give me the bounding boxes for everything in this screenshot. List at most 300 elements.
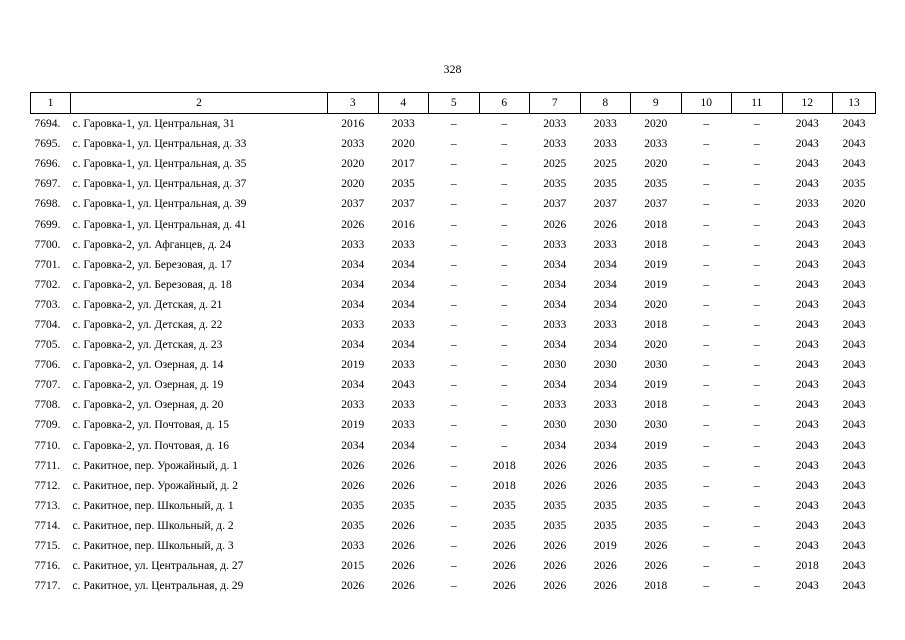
year-cell: 2043 — [842, 318, 866, 331]
table-row — [31, 576, 876, 596]
year-cell: 2026 — [644, 560, 668, 573]
row-number: 7710. — [34, 439, 61, 452]
row-number: 7698. — [34, 198, 61, 211]
year-cell: 2043 — [842, 258, 866, 271]
year-cell: 2043 — [795, 278, 819, 291]
row-number: 7712. — [34, 479, 61, 492]
year-cell: – — [501, 238, 508, 251]
year-cell: – — [450, 178, 457, 191]
year-cell: – — [703, 138, 710, 151]
year-cell: 2030 — [543, 419, 567, 432]
year-cell: 2043 — [842, 419, 866, 432]
year-cell: 2043 — [795, 298, 819, 311]
year-cell: 2019 — [341, 359, 365, 372]
year-cell: 2043 — [795, 158, 819, 171]
year-cell: – — [703, 580, 710, 593]
year-cell: 2018 — [492, 459, 516, 472]
year-cell: 2043 — [842, 138, 866, 151]
year-cell: 2018 — [644, 238, 668, 251]
year-cell: 2043 — [795, 318, 819, 331]
address-cell: с. Ракитное, пер. Школьный, д. 3 — [72, 540, 234, 553]
year-cell: 2033 — [593, 318, 617, 331]
address-cell: с. Гаровка-1, ул. Центральная, 31 — [72, 118, 235, 131]
year-cell: – — [703, 158, 710, 171]
year-cell: – — [753, 238, 760, 251]
address-cell: с. Ракитное, пер. Школьный, д. 1 — [72, 499, 234, 512]
year-cell: 2033 — [543, 238, 567, 251]
year-cell: – — [501, 178, 508, 191]
year-cell: 2035 — [341, 519, 365, 532]
year-cell: 2035 — [644, 459, 668, 472]
year-cell: 2016 — [341, 118, 365, 131]
year-cell: – — [753, 379, 760, 392]
year-cell: 2026 — [593, 479, 617, 492]
year-cell: 2034 — [543, 278, 567, 291]
year-cell: 2037 — [341, 198, 365, 211]
year-cell: – — [753, 138, 760, 151]
row-number: 7697. — [34, 178, 61, 191]
year-cell: – — [703, 178, 710, 191]
table-row — [31, 194, 876, 214]
row-number: 7706. — [34, 359, 61, 372]
year-cell: 2017 — [391, 158, 415, 171]
year-cell: 2035 — [644, 178, 668, 191]
year-cell: – — [501, 359, 508, 372]
year-cell: 2020 — [842, 198, 866, 211]
column-header-8: 8 — [580, 93, 631, 114]
year-cell: 2043 — [842, 298, 866, 311]
row-number: 7717. — [34, 580, 61, 593]
address-cell: с. Гаровка-1, ул. Центральная, д. 41 — [72, 218, 247, 231]
year-cell: – — [501, 439, 508, 452]
year-cell: 2026 — [341, 580, 365, 593]
year-cell: – — [703, 379, 710, 392]
year-cell: 2033 — [593, 118, 617, 131]
column-header-7: 7 — [530, 93, 581, 114]
year-cell: – — [703, 118, 710, 131]
table-row — [31, 536, 876, 556]
year-cell: 2034 — [391, 339, 415, 352]
year-cell: 2025 — [543, 158, 567, 171]
address-cell: с. Гаровка-2, ул. Детская, д. 22 — [72, 318, 223, 331]
year-cell: 2035 — [593, 519, 617, 532]
year-cell: 2033 — [391, 238, 415, 251]
year-cell: 2026 — [543, 479, 567, 492]
year-cell: 2035 — [593, 178, 617, 191]
year-cell: 2043 — [795, 580, 819, 593]
year-cell: 2019 — [644, 278, 668, 291]
year-cell: – — [753, 218, 760, 231]
year-cell: 2026 — [492, 560, 516, 573]
row-number: 7695. — [34, 138, 61, 151]
row-number: 7699. — [34, 218, 61, 231]
row-number: 7701. — [34, 258, 61, 271]
table-row — [31, 154, 876, 174]
year-cell: 2043 — [795, 499, 819, 512]
year-cell: 2043 — [795, 540, 819, 553]
year-cell: 2033 — [391, 399, 415, 412]
year-cell: – — [501, 258, 508, 271]
year-cell: 2033 — [391, 359, 415, 372]
year-cell: – — [753, 439, 760, 452]
year-cell: 2026 — [543, 459, 567, 472]
year-cell: – — [753, 118, 760, 131]
year-cell: 2034 — [391, 278, 415, 291]
year-cell: 2043 — [795, 439, 819, 452]
year-cell: 2043 — [842, 499, 866, 512]
address-cell: с. Ракитное, пер. Урожайный, д. 2 — [72, 479, 238, 492]
column-header-10: 10 — [681, 93, 732, 114]
address-cell: с. Гаровка-2, ул. Почтовая, д. 15 — [72, 419, 230, 432]
year-cell: – — [501, 118, 508, 131]
row-number: 7714. — [34, 519, 61, 532]
year-cell: 2043 — [391, 379, 415, 392]
year-cell: 2033 — [644, 138, 668, 151]
row-number: 7711. — [34, 459, 60, 472]
year-cell: – — [450, 258, 457, 271]
year-cell: – — [753, 540, 760, 553]
year-cell: – — [450, 479, 457, 492]
year-cell: 2030 — [543, 359, 567, 372]
year-cell: 2033 — [543, 118, 567, 131]
year-cell: 2020 — [644, 298, 668, 311]
year-cell: 2037 — [644, 198, 668, 211]
year-cell: 2026 — [341, 459, 365, 472]
row-number: 7703. — [34, 298, 61, 311]
row-number: 7704. — [34, 318, 61, 331]
year-cell: – — [703, 298, 710, 311]
column-header-11: 11 — [732, 93, 783, 114]
year-cell: – — [450, 379, 457, 392]
year-cell: – — [501, 399, 508, 412]
year-cell: – — [501, 339, 508, 352]
row-number: 7696. — [34, 158, 61, 171]
year-cell: 2033 — [341, 399, 365, 412]
year-cell: 2033 — [543, 318, 567, 331]
year-cell: – — [450, 298, 457, 311]
address-cell: с. Ракитное, пер. Урожайный, д. 1 — [72, 459, 238, 472]
year-cell: 2026 — [543, 560, 567, 573]
year-cell: 2043 — [795, 238, 819, 251]
year-cell: 2035 — [644, 479, 668, 492]
year-cell: – — [703, 198, 710, 211]
year-cell: 2026 — [593, 560, 617, 573]
year-cell: 2033 — [593, 138, 617, 151]
table-row — [31, 114, 876, 135]
year-cell: 2043 — [795, 479, 819, 492]
year-cell: 2043 — [842, 379, 866, 392]
year-cell: 2037 — [593, 198, 617, 211]
year-cell: 2034 — [593, 278, 617, 291]
year-cell: 2034 — [391, 439, 415, 452]
year-cell: 2034 — [593, 339, 617, 352]
year-cell: – — [501, 158, 508, 171]
column-header-3: 3 — [328, 93, 379, 114]
table-row — [31, 415, 876, 435]
year-cell: 2026 — [492, 540, 516, 553]
year-cell: – — [450, 580, 457, 593]
address-cell: с. Гаровка-2, ул. Березовая, д. 17 — [72, 258, 232, 271]
column-header-9: 9 — [631, 93, 682, 114]
year-cell: 2018 — [644, 580, 668, 593]
year-cell: 2034 — [543, 258, 567, 271]
year-cell: – — [501, 138, 508, 151]
year-cell: 2043 — [842, 560, 866, 573]
year-cell: – — [501, 318, 508, 331]
address-cell: с. Гаровка-1, ул. Центральная, д. 37 — [72, 178, 247, 191]
year-cell: 2043 — [795, 339, 819, 352]
year-cell: 2043 — [795, 419, 819, 432]
year-cell: – — [703, 318, 710, 331]
year-cell: – — [501, 198, 508, 211]
year-cell: – — [450, 459, 457, 472]
year-cell: 2019 — [644, 439, 668, 452]
year-cell: 2026 — [391, 519, 415, 532]
table-row — [31, 134, 876, 154]
year-cell: 2043 — [842, 278, 866, 291]
year-cell: 2026 — [341, 479, 365, 492]
year-cell: 2018 — [492, 479, 516, 492]
row-number: 7707. — [34, 379, 61, 392]
year-cell: 2019 — [341, 419, 365, 432]
address-cell: с. Гаровка-2, ул. Детская, д. 23 — [72, 339, 223, 352]
table-header-row — [31, 93, 876, 114]
year-cell: – — [450, 439, 457, 452]
address-cell: с. Гаровка-2, ул. Березовая, д. 18 — [72, 278, 232, 291]
year-cell: – — [753, 278, 760, 291]
year-cell: 2034 — [593, 258, 617, 271]
year-cell: 2019 — [593, 540, 617, 553]
column-header-1: 1 — [31, 93, 71, 114]
year-cell: 2035 — [644, 499, 668, 512]
year-cell: – — [703, 519, 710, 532]
year-cell: 2016 — [391, 218, 415, 231]
column-header-12: 12 — [782, 93, 833, 114]
table-row — [31, 174, 876, 194]
year-cell: – — [703, 540, 710, 553]
year-cell: – — [501, 218, 508, 231]
year-cell: – — [703, 218, 710, 231]
year-cell: – — [703, 258, 710, 271]
year-cell: 2034 — [593, 379, 617, 392]
table-row — [31, 295, 876, 315]
year-cell: 2026 — [391, 580, 415, 593]
year-cell: 2018 — [644, 318, 668, 331]
column-header-6: 6 — [479, 93, 530, 114]
year-cell: 2035 — [842, 178, 866, 191]
year-cell: 2020 — [644, 158, 668, 171]
table-row — [31, 395, 876, 415]
year-cell: 2043 — [795, 258, 819, 271]
year-cell: – — [501, 278, 508, 291]
row-number: 7702. — [34, 278, 61, 291]
row-number: 7716. — [34, 560, 61, 573]
year-cell: – — [703, 459, 710, 472]
year-cell: – — [501, 298, 508, 311]
year-cell: – — [450, 399, 457, 412]
year-cell: – — [450, 318, 457, 331]
year-cell: 2034 — [341, 379, 365, 392]
table-row — [31, 456, 876, 476]
year-cell: 2043 — [795, 178, 819, 191]
year-cell: 2043 — [842, 519, 866, 532]
address-cell: с. Гаровка-2, ул. Озерная, д. 20 — [72, 399, 224, 412]
year-cell: 2043 — [795, 519, 819, 532]
year-cell: – — [703, 399, 710, 412]
year-cell: 2026 — [341, 218, 365, 231]
year-cell: 2034 — [341, 278, 365, 291]
year-cell: – — [703, 359, 710, 372]
table-row — [31, 214, 876, 234]
year-cell: – — [450, 339, 457, 352]
year-cell: 2035 — [492, 499, 516, 512]
year-cell: 2035 — [644, 519, 668, 532]
year-cell: 2033 — [341, 540, 365, 553]
year-cell: 2020 — [644, 118, 668, 131]
year-cell: 2033 — [543, 138, 567, 151]
year-cell: 2033 — [391, 419, 415, 432]
year-cell: – — [450, 158, 457, 171]
year-cell: 2037 — [543, 198, 567, 211]
year-cell: 2033 — [795, 198, 819, 211]
table-row — [31, 315, 876, 335]
year-cell: 2018 — [795, 560, 819, 573]
year-cell: 2043 — [842, 459, 866, 472]
year-cell: 2020 — [341, 178, 365, 191]
table-row — [31, 516, 876, 536]
year-cell: – — [450, 278, 457, 291]
address-cell: с. Гаровка-2, ул. Детская, д. 21 — [72, 298, 223, 311]
year-cell: 2018 — [644, 218, 668, 231]
table-row — [31, 556, 876, 576]
year-cell: 2035 — [543, 499, 567, 512]
row-number: 7715. — [34, 540, 61, 553]
year-cell: 2019 — [644, 379, 668, 392]
year-cell: – — [753, 519, 760, 532]
year-cell: 2043 — [842, 218, 866, 231]
year-cell: – — [753, 318, 760, 331]
year-cell: 2033 — [341, 318, 365, 331]
address-cell: с. Ракитное, ул. Центральная, д. 29 — [72, 580, 244, 593]
year-cell: – — [753, 459, 760, 472]
year-cell: 2033 — [341, 238, 365, 251]
year-cell: – — [753, 298, 760, 311]
year-cell: – — [703, 278, 710, 291]
year-cell: 2025 — [593, 158, 617, 171]
year-cell: – — [450, 560, 457, 573]
year-cell: 2035 — [341, 499, 365, 512]
year-cell: – — [450, 540, 457, 553]
year-cell: 2015 — [341, 560, 365, 573]
year-cell: – — [753, 339, 760, 352]
year-cell: 2035 — [593, 499, 617, 512]
table-row — [31, 496, 876, 516]
year-cell: 2034 — [543, 298, 567, 311]
year-cell: 2035 — [492, 519, 516, 532]
page-number: 328 — [443, 62, 462, 76]
year-cell: – — [703, 560, 710, 573]
year-cell: 2026 — [593, 218, 617, 231]
year-cell: 2026 — [391, 459, 415, 472]
year-cell: 2043 — [842, 540, 866, 553]
year-cell: – — [753, 359, 760, 372]
year-cell: 2018 — [644, 399, 668, 412]
year-cell: – — [753, 198, 760, 211]
year-cell: 2034 — [543, 379, 567, 392]
table-row — [31, 436, 876, 456]
year-cell: – — [450, 238, 457, 251]
column-header-5: 5 — [429, 93, 480, 114]
table-row — [31, 235, 876, 255]
year-cell: 2043 — [842, 238, 866, 251]
year-cell: – — [753, 560, 760, 573]
year-cell: 2026 — [543, 540, 567, 553]
year-cell: 2043 — [842, 339, 866, 352]
year-cell: 2026 — [644, 540, 668, 553]
year-cell: 2026 — [391, 560, 415, 573]
data-table — [30, 92, 876, 596]
year-cell: – — [450, 359, 457, 372]
year-cell: – — [753, 479, 760, 492]
year-cell: – — [703, 499, 710, 512]
table-row — [31, 275, 876, 295]
table-row — [31, 255, 876, 275]
year-cell: 2030 — [644, 359, 668, 372]
address-cell: с. Гаровка-2, ул. Озерная, д. 14 — [72, 359, 224, 372]
year-cell: – — [450, 138, 457, 151]
row-number: 7708. — [34, 399, 61, 412]
year-cell: – — [753, 580, 760, 593]
year-cell: – — [703, 339, 710, 352]
year-cell: 2043 — [795, 359, 819, 372]
year-cell: 2043 — [842, 118, 866, 131]
year-cell: 2034 — [341, 339, 365, 352]
year-cell: 2033 — [593, 399, 617, 412]
year-cell: 2043 — [842, 158, 866, 171]
row-number: 7713. — [34, 499, 61, 512]
year-cell: 2033 — [593, 238, 617, 251]
year-cell: 2034 — [341, 439, 365, 452]
year-cell: 2026 — [543, 580, 567, 593]
year-cell: 2035 — [543, 178, 567, 191]
year-cell: 2026 — [391, 479, 415, 492]
year-cell: – — [753, 258, 760, 271]
table-row — [31, 355, 876, 375]
address-cell: с. Ракитное, пер. Школьный, д. 2 — [72, 519, 234, 532]
row-number: 7694. — [34, 118, 61, 131]
year-cell: 2034 — [543, 339, 567, 352]
address-cell: с. Гаровка-2, ул. Почтовая, д. 16 — [72, 439, 230, 452]
table-row — [31, 375, 876, 395]
table-row — [31, 335, 876, 355]
row-number: 7709. — [34, 419, 61, 432]
year-cell: 2034 — [593, 298, 617, 311]
year-cell: – — [753, 158, 760, 171]
year-cell: – — [450, 519, 457, 532]
year-cell: – — [450, 198, 457, 211]
column-header-4: 4 — [378, 93, 429, 114]
year-cell: 2034 — [593, 439, 617, 452]
year-cell: – — [703, 439, 710, 452]
year-cell: 2043 — [842, 359, 866, 372]
year-cell: 2043 — [795, 379, 819, 392]
address-cell: с. Гаровка-1, ул. Центральная, д. 35 — [72, 158, 247, 171]
year-cell: 2043 — [795, 118, 819, 131]
year-cell: – — [501, 379, 508, 392]
year-cell: – — [703, 479, 710, 492]
year-cell: 2043 — [795, 399, 819, 412]
year-cell: – — [450, 499, 457, 512]
